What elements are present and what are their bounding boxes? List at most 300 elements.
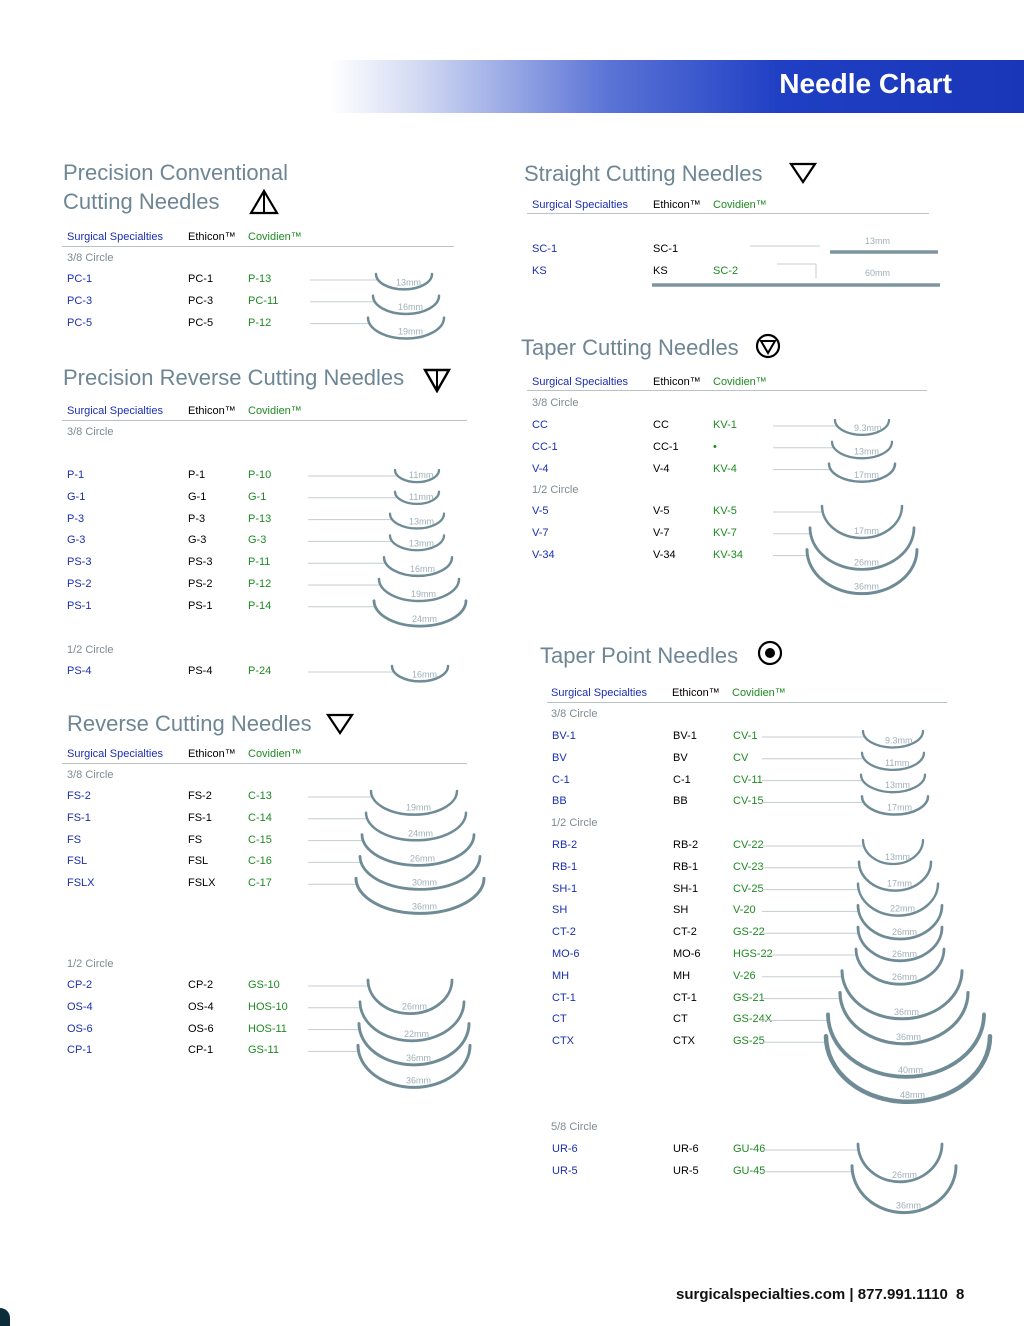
ethicon-code: MH bbox=[673, 969, 691, 982]
table-row bbox=[552, 904, 756, 918]
ethicon-code: PC-5 bbox=[188, 316, 214, 329]
needle-arc bbox=[863, 840, 923, 864]
table-row bbox=[532, 462, 737, 477]
covidien-code: P-14 bbox=[248, 599, 272, 612]
needle-arc bbox=[379, 579, 459, 601]
table-row bbox=[67, 665, 272, 679]
size-label: 36mm bbox=[896, 1031, 922, 1042]
needle-arc bbox=[368, 980, 452, 1014]
covidien-code: GU-45 bbox=[733, 1164, 766, 1177]
table-row bbox=[532, 526, 737, 541]
ethicon-code: V-5 bbox=[653, 505, 670, 517]
size-label: 16mm bbox=[410, 563, 436, 574]
covidien-code: V-20 bbox=[733, 904, 756, 917]
needle-arc bbox=[829, 464, 895, 482]
needle-arc bbox=[371, 791, 457, 815]
needle-arc bbox=[858, 1144, 942, 1182]
divider bbox=[527, 390, 927, 391]
col-header-surgical-specialties: Surgical Specialties bbox=[67, 231, 163, 243]
table-row bbox=[552, 926, 765, 940]
table-row bbox=[67, 855, 272, 869]
surgical-specialties-code: FSL bbox=[67, 855, 88, 868]
surgical-specialties-code: FS-2 bbox=[67, 790, 91, 802]
size-label: 19mm bbox=[398, 326, 424, 337]
size-label: 24mm bbox=[412, 614, 438, 625]
subheading-1-2-circle: 1/2 Circle bbox=[532, 484, 579, 496]
ethicon-code: CP-2 bbox=[188, 979, 214, 991]
ethicon-code: V-34 bbox=[653, 548, 676, 561]
ethicon-code: RB-1 bbox=[673, 860, 699, 873]
divider bbox=[547, 702, 947, 703]
table-row bbox=[552, 860, 764, 875]
subheading-1-2-circle: 1/2 Circle bbox=[67, 644, 114, 656]
surgical-specialties-code: UR-6 bbox=[552, 1143, 578, 1155]
size-label: 11mm bbox=[409, 491, 434, 502]
subheading-3-8-circle: 3/8 Circle bbox=[551, 708, 598, 720]
needle-arc bbox=[863, 731, 923, 748]
surgical-specialties-code: CT-1 bbox=[552, 991, 576, 1004]
page-title: Needle Chart bbox=[779, 68, 952, 99]
col-header-covidien: Covidien™ bbox=[248, 405, 302, 417]
straight-needle-drawings bbox=[640, 230, 950, 295]
size-label: 9.3mm bbox=[854, 422, 882, 433]
surgical-specialties-code: V-34 bbox=[532, 548, 555, 561]
ethicon-code: FS-1 bbox=[188, 811, 212, 824]
col-header-ethicon: Ethicon™ bbox=[188, 231, 236, 243]
covidien-code: HOS-10 bbox=[248, 1000, 288, 1013]
size-label: 16mm bbox=[398, 301, 424, 312]
surgical-specialties-code: CP-2 bbox=[67, 979, 93, 991]
covidien-code: P-13 bbox=[248, 273, 272, 285]
needle-arc bbox=[858, 905, 942, 939]
covidien-code: GS-25 bbox=[733, 1035, 765, 1048]
covidien-code: CV-1 bbox=[733, 730, 758, 742]
covidien-code: GS-22 bbox=[733, 926, 765, 939]
table-row bbox=[552, 839, 764, 853]
needle-arc bbox=[858, 927, 942, 961]
table-row bbox=[552, 1164, 766, 1179]
table-row bbox=[67, 790, 272, 804]
needle-arc bbox=[858, 884, 938, 916]
divider bbox=[62, 246, 454, 247]
ethicon-code: BV bbox=[673, 751, 688, 764]
ethicon-code: SH bbox=[673, 904, 689, 917]
covidien-code: KV-5 bbox=[713, 505, 737, 517]
size-label: 26mm bbox=[892, 927, 918, 937]
covidien-code: C-14 bbox=[248, 811, 272, 824]
surgical-specialties-code: MH bbox=[552, 969, 570, 982]
table-row bbox=[67, 491, 267, 505]
ethicon-code: SC-1 bbox=[653, 243, 679, 255]
table-row bbox=[532, 548, 743, 563]
table-row bbox=[552, 795, 764, 809]
size-label: 48mm bbox=[900, 1089, 926, 1100]
subheading-3-8-circle: 3/8 Circle bbox=[67, 252, 114, 264]
covidien-code: CV-11 bbox=[733, 773, 763, 786]
table-row bbox=[67, 1000, 288, 1015]
size-label: 11mm bbox=[885, 757, 910, 768]
table-row bbox=[67, 811, 272, 826]
surgical-specialties-code: G-1 bbox=[67, 490, 86, 503]
table-row bbox=[552, 1143, 766, 1157]
ethicon-code: G-3 bbox=[188, 534, 207, 547]
size-label: 17mm bbox=[887, 878, 913, 889]
needle-arc bbox=[360, 1002, 464, 1041]
ethicon-code: PS-4 bbox=[188, 665, 213, 677]
needle-arc bbox=[840, 993, 968, 1044]
surgical-specialties-code: CT bbox=[552, 1013, 567, 1026]
ethicon-code: P-3 bbox=[188, 512, 206, 525]
ethicon-code: PC-1 bbox=[188, 273, 214, 285]
covidien-code: KV-4 bbox=[713, 462, 737, 475]
table-row bbox=[67, 316, 272, 331]
needle-arc bbox=[360, 856, 480, 889]
ethicon-code: C-1 bbox=[673, 773, 691, 786]
table-row bbox=[67, 979, 280, 993]
needle-arc bbox=[373, 296, 439, 314]
ethicon-code: V-4 bbox=[653, 462, 670, 475]
col-header-covidien: Covidien™ bbox=[732, 687, 786, 699]
ethicon-code: CC bbox=[653, 419, 669, 431]
reverse-cutting-triangle-icon bbox=[326, 713, 354, 735]
surgical-specialties-code: FSLX bbox=[67, 877, 95, 890]
divider bbox=[62, 420, 467, 421]
needle-arc bbox=[859, 862, 931, 891]
needle-arc bbox=[362, 835, 474, 866]
table-row bbox=[67, 578, 272, 592]
size-label: 26mm bbox=[410, 853, 436, 864]
surgical-specialties-code: CC-1 bbox=[532, 440, 558, 453]
needle-arc bbox=[376, 274, 432, 289]
size-label: 36mm bbox=[406, 1075, 432, 1086]
pcn-title-line1: Precision Conventional bbox=[63, 160, 289, 185]
rc-title: Reverse Cutting Needles bbox=[67, 711, 312, 736]
covidien-code: CV bbox=[733, 751, 749, 764]
needle-arc bbox=[395, 492, 439, 504]
tp-title: Taper Point Needles bbox=[540, 643, 739, 668]
needle-arc bbox=[835, 420, 889, 435]
surgical-specialties-code: PS-3 bbox=[67, 556, 92, 569]
size-label: 13mm bbox=[409, 538, 435, 549]
ethicon-code: OS-6 bbox=[188, 1022, 214, 1035]
covidien-code: HOS-11 bbox=[248, 1022, 287, 1035]
surgical-specialties-code: FS-1 bbox=[67, 811, 91, 824]
covidien-code: G-1 bbox=[248, 490, 267, 503]
size-label: 30mm bbox=[412, 877, 438, 888]
table-row bbox=[552, 773, 763, 788]
needle-arc bbox=[862, 753, 924, 770]
size-label: 24mm bbox=[408, 828, 434, 839]
covidien-code: P-12 bbox=[248, 578, 272, 590]
ethicon-code: CT-2 bbox=[673, 926, 697, 939]
table-row bbox=[552, 991, 765, 1006]
needle-arc bbox=[862, 796, 928, 814]
covidien-code: CV-22 bbox=[733, 839, 764, 851]
table-row bbox=[67, 534, 267, 548]
size-label-60mm: 60mm bbox=[865, 268, 891, 278]
size-label: 26mm bbox=[854, 557, 880, 568]
surgical-specialties-code: PC-1 bbox=[67, 273, 93, 285]
ethicon-code: FSLX bbox=[188, 877, 216, 890]
straight-cutting-triangle-icon bbox=[789, 162, 817, 184]
surgical-specialties-code: PS-2 bbox=[67, 578, 92, 590]
size-label: 17mm bbox=[854, 526, 880, 536]
surgical-specialties-code: V-5 bbox=[532, 505, 549, 517]
table-row bbox=[67, 599, 272, 614]
surgical-specialties-code: PS-1 bbox=[67, 599, 92, 612]
needle-arc bbox=[828, 1014, 984, 1076]
subheading-3-8-circle: 3/8 Circle bbox=[67, 426, 114, 438]
surgical-specialties-code: P-1 bbox=[67, 469, 85, 481]
table-row bbox=[552, 1013, 773, 1027]
surgical-specialties-code: KS bbox=[532, 264, 547, 277]
subheading-1-2-circle: 1/2 Circle bbox=[551, 817, 598, 829]
subheading-1-2-circle: 1/2 Circle bbox=[67, 958, 114, 970]
size-label: 22mm bbox=[404, 1028, 430, 1039]
taper-cutting-circle-icon bbox=[755, 333, 781, 359]
size-label: 19mm bbox=[406, 802, 432, 813]
covidien-code: GS-11 bbox=[248, 1044, 279, 1057]
sc-title: Straight Cutting Needles bbox=[524, 161, 763, 186]
col-header-surgical-specialties: Surgical Specialties bbox=[532, 376, 628, 388]
table-row bbox=[67, 1022, 287, 1037]
conventional-cutting-triangle-icon bbox=[249, 189, 279, 215]
surgical-specialties-code: G-3 bbox=[67, 534, 86, 547]
table-row bbox=[552, 882, 764, 897]
ethicon-code: CT bbox=[673, 1013, 688, 1026]
surgical-specialties-code: C-1 bbox=[552, 773, 570, 786]
ethicon-code: KS bbox=[653, 264, 668, 277]
ethicon-code: PS-3 bbox=[188, 556, 213, 569]
surgical-specialties-code: PC-3 bbox=[67, 294, 93, 307]
needle-arc bbox=[832, 442, 892, 459]
ethicon-code: CP-1 bbox=[188, 1044, 214, 1057]
size-label: 17mm bbox=[887, 802, 913, 813]
size-label: 11mm bbox=[409, 470, 434, 481]
covidien-code: P-24 bbox=[248, 665, 272, 677]
col-header-covidien: Covidien™ bbox=[248, 231, 302, 243]
covidien-code: P-10 bbox=[248, 469, 272, 481]
covidien-code: GS-24X bbox=[733, 1013, 773, 1026]
covidien-code: V-26 bbox=[733, 969, 756, 982]
table-row bbox=[552, 969, 756, 984]
surgical-specialties-code: CP-1 bbox=[67, 1044, 93, 1057]
footer-contact: surgicalspecialties.com | 877.991.1110 bbox=[676, 1286, 948, 1303]
size-label: 13mm bbox=[885, 780, 911, 791]
col-header-surgical-specialties: Surgical Specialties bbox=[551, 687, 647, 699]
divider bbox=[62, 763, 467, 764]
needle-arc bbox=[842, 971, 962, 1019]
ethicon-code: RB-2 bbox=[673, 839, 699, 851]
needle-arc bbox=[374, 601, 466, 626]
size-label: 26mm bbox=[892, 948, 918, 959]
surgical-specialties-code: BV bbox=[552, 751, 567, 764]
size-label: 36mm bbox=[896, 1200, 922, 1211]
ethicon-code: PC-3 bbox=[188, 294, 214, 307]
col-header-ethicon: Ethicon™ bbox=[188, 405, 236, 417]
ethicon-code: MO-6 bbox=[673, 948, 701, 960]
col-header-surgical-specialties: Surgical Specialties bbox=[532, 199, 628, 211]
needle-arc bbox=[366, 813, 466, 841]
page-number: 8 bbox=[956, 1286, 965, 1303]
tc-title: Taper Cutting Needles bbox=[521, 335, 739, 360]
covidien-code: KV-7 bbox=[713, 526, 737, 539]
size-label: 36mm bbox=[854, 581, 880, 592]
subheading-3-8-circle: 3/8 Circle bbox=[532, 397, 579, 409]
needle-arc bbox=[384, 557, 452, 576]
covidien-code: GS-10 bbox=[248, 979, 280, 991]
covidien-code: C-17 bbox=[248, 877, 272, 890]
col-header-covidien: Covidien™ bbox=[713, 199, 767, 211]
covidien-code: C-15 bbox=[248, 833, 272, 846]
divider bbox=[527, 213, 929, 214]
needle-arc bbox=[359, 1024, 469, 1065]
covidien-code: C-16 bbox=[248, 855, 272, 868]
ethicon-code: FS bbox=[188, 833, 203, 846]
surgical-specialties-code: V-7 bbox=[532, 526, 549, 539]
needle-arc bbox=[852, 1166, 956, 1213]
table-row bbox=[532, 441, 732, 455]
size-label: 9.3mm bbox=[885, 735, 913, 746]
covidien-code: CV-25 bbox=[733, 882, 764, 895]
table-row bbox=[67, 1044, 279, 1058]
size-label: 13mm bbox=[409, 516, 435, 527]
surgical-specialties-code: RB-2 bbox=[552, 839, 578, 851]
needle-arc bbox=[810, 528, 914, 570]
surgical-specialties-code: CTX bbox=[552, 1035, 574, 1048]
ethicon-code: BB bbox=[673, 795, 688, 808]
ethicon-code: FSL bbox=[188, 855, 209, 868]
size-label: 26mm bbox=[892, 972, 918, 983]
needle-arc bbox=[822, 506, 902, 538]
table-row bbox=[67, 833, 272, 848]
reverse-cutting-triangle-icon bbox=[423, 367, 451, 393]
pcn-title-line2: Cutting Needles bbox=[63, 189, 220, 214]
ethicon-code: CTX bbox=[673, 1035, 695, 1048]
size-label: 19mm bbox=[411, 589, 437, 599]
ethicon-code: OS-4 bbox=[188, 1000, 214, 1013]
surgical-specialties-code: BB bbox=[552, 795, 567, 808]
needle-arc bbox=[826, 1036, 990, 1102]
table-row bbox=[67, 512, 272, 527]
table-row bbox=[552, 752, 752, 766]
size-label: 13mm bbox=[396, 277, 422, 288]
covidien-code: CV-15 bbox=[733, 795, 764, 808]
covidien-code: P-11 bbox=[248, 556, 271, 569]
ethicon-code: CC-1 bbox=[653, 440, 679, 453]
needle-arc bbox=[807, 550, 917, 594]
table-row bbox=[67, 294, 279, 309]
needle-arc bbox=[356, 878, 484, 913]
surgical-specialties-code: RB-1 bbox=[552, 860, 578, 873]
surgical-specialties-code: SC-1 bbox=[532, 243, 558, 255]
taper-point-dot-circle-icon bbox=[757, 640, 783, 666]
covidien-code: KV-34 bbox=[713, 548, 743, 561]
col-header-surgical-specialties: Surgical Specialties bbox=[67, 748, 163, 760]
needle-arc bbox=[390, 535, 444, 550]
table-row bbox=[552, 1035, 765, 1049]
table-row bbox=[532, 505, 737, 519]
ethicon-code: V-7 bbox=[653, 526, 670, 539]
surgical-specialties-code: OS-4 bbox=[67, 1000, 93, 1013]
subheading-5-8-circle: 5/8 Circle bbox=[551, 1121, 598, 1133]
size-label: 26mm bbox=[402, 1001, 428, 1012]
table-row bbox=[67, 556, 271, 570]
surgical-specialties-code: FS bbox=[67, 833, 82, 846]
surgical-specialties-code: BV-1 bbox=[552, 730, 576, 742]
size-label-13mm: 13mm bbox=[865, 236, 891, 246]
ethicon-code: PS-1 bbox=[188, 599, 213, 612]
table-row bbox=[67, 469, 272, 483]
col-header-ethicon: Ethicon™ bbox=[188, 748, 236, 760]
surgical-specialties-code: UR-5 bbox=[552, 1164, 578, 1177]
needle-arc bbox=[856, 949, 944, 984]
corner-decoration bbox=[0, 1308, 10, 1326]
subheading-3-8-circle: 3/8 Circle bbox=[67, 769, 114, 781]
ethicon-code: CT-1 bbox=[673, 991, 697, 1004]
size-label: 40mm bbox=[898, 1064, 924, 1075]
size-label: 16mm bbox=[412, 669, 438, 680]
ethicon-code: P-1 bbox=[188, 469, 206, 481]
table-row bbox=[532, 419, 737, 433]
size-label: 36mm bbox=[406, 1052, 432, 1063]
size-label: 17mm bbox=[854, 469, 880, 480]
covidien-code: SC-2 bbox=[713, 264, 739, 277]
covidien-code: HGS-22 bbox=[733, 948, 773, 960]
covidien-code: CV-23 bbox=[733, 860, 764, 873]
prc-title: Precision Reverse Cutting Needles bbox=[63, 365, 405, 390]
surgical-specialties-code: PS-4 bbox=[67, 665, 92, 677]
surgical-specialties-code: MO-6 bbox=[552, 948, 580, 960]
ethicon-code: G-1 bbox=[188, 490, 207, 503]
surgical-specialties-code: V-4 bbox=[532, 462, 549, 475]
surgical-specialties-code: OS-6 bbox=[67, 1022, 93, 1035]
covidien-code: GU-46 bbox=[733, 1143, 766, 1155]
header-banner bbox=[330, 60, 1024, 113]
table-row bbox=[552, 948, 773, 962]
size-label: 36mm bbox=[894, 1006, 920, 1017]
needle-arc bbox=[861, 775, 925, 793]
surgical-specialties-code: SH-1 bbox=[552, 882, 578, 895]
size-label: 26mm bbox=[892, 1169, 918, 1180]
needle-arc bbox=[368, 318, 444, 339]
size-label: 13mm bbox=[854, 446, 880, 457]
ethicon-code: UR-6 bbox=[673, 1143, 699, 1155]
surgical-specialties-code: P-3 bbox=[67, 512, 85, 525]
table-row bbox=[552, 730, 758, 744]
col-header-ethicon: Ethicon™ bbox=[653, 199, 701, 211]
needle-arc bbox=[358, 1045, 470, 1087]
needle-arc bbox=[392, 666, 448, 681]
size-label: 13mm bbox=[885, 852, 911, 862]
ethicon-code: SH-1 bbox=[673, 882, 699, 895]
size-label: 36mm bbox=[412, 901, 438, 912]
covidien-code: PC-11 bbox=[248, 294, 279, 307]
col-header-surgical-specialties: Surgical Specialties bbox=[67, 405, 163, 417]
surgical-specialties-code: CC bbox=[532, 419, 548, 431]
surgical-specialties-code: PC-5 bbox=[67, 316, 93, 329]
col-header-covidien: Covidien™ bbox=[713, 376, 767, 388]
size-label: 22mm bbox=[890, 903, 916, 914]
covidien-code: G-3 bbox=[248, 534, 267, 547]
ethicon-code: UR-5 bbox=[673, 1164, 699, 1177]
col-header-ethicon: Ethicon™ bbox=[653, 376, 701, 388]
surgical-specialties-code: SH bbox=[552, 904, 568, 917]
ethicon-code: PS-2 bbox=[188, 578, 213, 590]
ethicon-code: BV-1 bbox=[673, 730, 697, 742]
table-row bbox=[67, 877, 272, 891]
covidien-code: • bbox=[713, 440, 717, 453]
